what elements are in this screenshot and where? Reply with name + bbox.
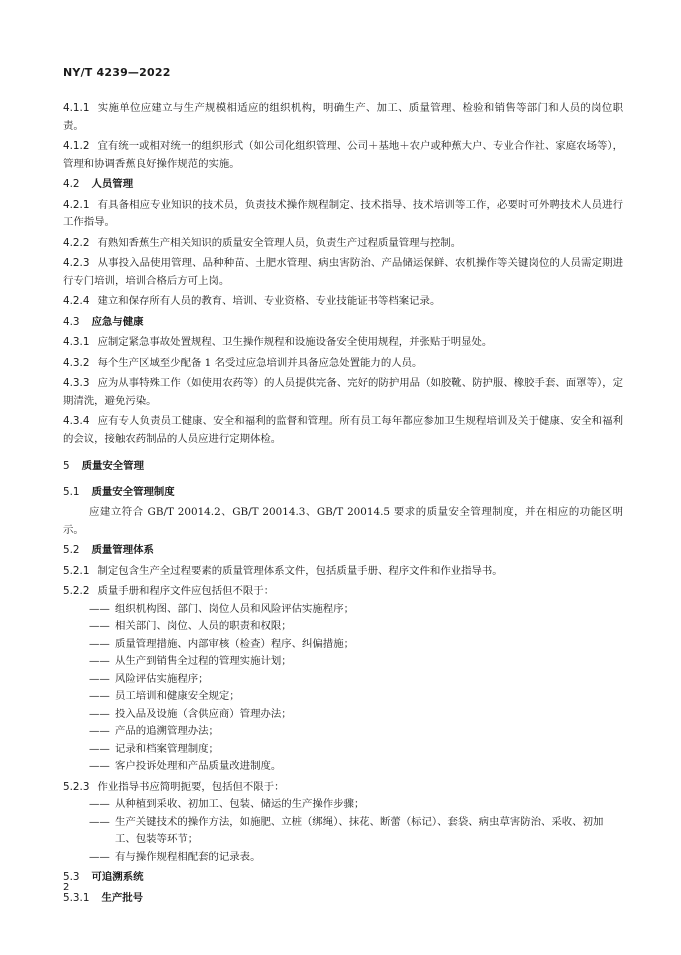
clause-number: 4.1.2: [63, 140, 90, 152]
clause-4-1-1: [63, 100, 623, 135]
heading-title: 质量安全管理制度: [91, 485, 175, 498]
list-item: —— 客户投诉处理和产品质量改进制度。: [63, 758, 623, 776]
heading-title: 质量安全管理: [81, 460, 144, 472]
clause-5-2-1: [63, 563, 623, 581]
clause-text: 实施单位应建立与生产规模相适应的组织机构，明确生产、加工、质量管理、检验和销售等部门和人员的岗位职责。: [63, 102, 623, 132]
heading-5-3-1: [63, 890, 623, 908]
clause-5-1-text: 应建立符合 GB/T 20014.2、GB/T 20014.3、GB/T 20014.5 要求的质量安全管理制度，并在相应的功能区明示。: [63, 506, 623, 536]
list-item: —— 投入品及设施（含供应商）管理办法；: [63, 706, 623, 724]
clause-4-2-4: [63, 293, 623, 311]
heading-4-3: [63, 314, 623, 332]
clause-4-1-2: [63, 138, 623, 173]
chapter-heading-5: [63, 458, 623, 476]
document-body: [63, 100, 623, 910]
clause-text: 每个生产区域至少配备 1 名受过应急培训并具备应急处置能力的人员。: [97, 356, 423, 369]
clause-text: 作业指导书应简明扼要，包括但不限于：: [97, 780, 285, 793]
heading-number: 5.3: [63, 871, 80, 883]
list-item: —— 生产关键技术的操作方法，如施肥、立桩（绑绳）、抹花、断蕾（标记）、套袋、病虫草害防治、采收、初加工、包装等环节；: [89, 815, 604, 845]
clause-number: 4.2.3: [63, 257, 90, 269]
list-item: —— 风险评估实施程序；: [63, 671, 623, 689]
heading-title: 应急与健康: [91, 315, 144, 328]
clause-number: 4.1.1: [63, 102, 90, 114]
clause-number: 4.3.2: [63, 356, 90, 369]
heading-number: 5.2: [63, 544, 80, 556]
heading-5-3: [63, 869, 623, 887]
heading-title: 人员管理: [91, 178, 134, 190]
heading-number: 5.3.1: [63, 891, 90, 904]
heading-number: 4.3: [63, 315, 80, 328]
clause-number: 4.3.3: [63, 377, 90, 389]
clause-text: 质量手册和程序文件应包括但不限于：: [97, 585, 275, 597]
page-number: 2: [63, 882, 70, 893]
dash-marker: ——: [89, 725, 110, 737]
list-item: —— 质量管理措施、内部审核（检查）程序、纠偏措施；: [63, 636, 623, 654]
dash-marker: ——: [89, 707, 110, 720]
list-item: —— 从生产到销售全过程的管理实施计划；: [63, 653, 623, 671]
heading-4-2: [63, 176, 623, 194]
heading-5-1: [63, 484, 623, 502]
dash-marker: ——: [89, 815, 110, 828]
clause-4-3-1: [63, 334, 623, 352]
clause-number: 4.3.4: [63, 415, 90, 427]
clause-text: 建立和保存所有人员的教育、培训、专业资格、专业技能证书等档案记录。: [97, 295, 441, 307]
clause-number: 5.2.2: [63, 585, 90, 597]
heading-title: 质量管理体系: [91, 544, 154, 556]
clause-number: 4.2.4: [63, 295, 90, 307]
list-item: —— 产品的追溯管理办法；: [63, 723, 623, 741]
dash-marker: ——: [89, 760, 110, 772]
clause-text: 宜有统一或相对统一的组织形式（如公司化组织管理、公司＋基地＋农户或种蕉大户、专业合作社、家庭农场等），管理和协调香蕉良好操作规范的实施。: [63, 140, 623, 170]
clause-text: 制定包含生产全过程要素的质量管理体系文件，包括质量手册、程序文件和作业指导书。: [97, 564, 503, 577]
clause-text: 从事投入品使用管理、品种种苗、土肥水管理、病虫害防治、产品储运保鲜、农机操作等关键岗位的人员需定期进行专门培训，培训合格后方可上岗。: [63, 257, 623, 287]
clause-4-3-3: [63, 375, 623, 410]
dash-marker: ——: [89, 690, 110, 702]
clause-4-2-2: [63, 235, 623, 253]
list-item: —— 有与操作规程相配套的记录表。: [63, 849, 623, 867]
clause-4-3-2: [63, 355, 623, 373]
work-instruction-list: [63, 796, 623, 866]
dash-marker: ——: [89, 602, 110, 615]
heading-title: 生产批号: [101, 891, 144, 904]
dash-marker: ——: [89, 798, 110, 810]
heading-5-2: [63, 542, 623, 560]
clause-4-2-3: [63, 255, 623, 290]
dash-marker: ——: [89, 850, 110, 863]
dash-marker: ——: [89, 620, 110, 632]
clause-5-2-2: [63, 583, 623, 601]
dash-marker: ——: [89, 742, 110, 755]
list-item: —— 记录和档案管理制度；: [63, 741, 623, 759]
clause-5-2-3: [63, 779, 623, 797]
heading-number: 4.2: [63, 178, 80, 190]
clause-number: 4.3.1: [63, 336, 90, 348]
list-item: —— 从种植到采收、初加工、包装、储运的生产操作步骤；: [63, 796, 623, 814]
clause-text: 有熟知香蕉生产相关知识的质量安全管理人员，负责生产过程质量管理与控制。: [97, 236, 462, 249]
clause-text: 有具备相应专业知识的技术员，负责技术操作规程制定、技术指导、技术培训等工作，必要时可外聘技术人员进行工作指导。: [63, 198, 623, 228]
standard-code-header: NY/T 4239—2022: [63, 66, 171, 79]
clause-number: 5.2.1: [63, 564, 90, 577]
heading-number: 5: [63, 460, 70, 472]
clause-number: 5.2.3: [63, 780, 90, 793]
list-item: —— 组织机构图、部门、岗位人员和风险评估实施程序；: [63, 601, 623, 619]
clause-number: 4.2.2: [63, 236, 90, 249]
clause-4-3-4: [63, 413, 623, 448]
clause-4-2-1: [63, 197, 623, 232]
dash-marker: ——: [89, 672, 110, 685]
manual-requirements-list: [63, 601, 623, 776]
list-item: —— 相关部门、岗位、人员的职责和权限；: [63, 618, 623, 636]
clause-text: 应有专人负责员工健康、安全和福利的监督和管理。所有员工每年都应参加卫生规程培训及关于健康、安全和福利的会议，接触农药制品的人员应进行定期体检。: [63, 415, 623, 445]
clause-text: 应制定紧急事故处置规程、卫生操作规程和设施设备安全使用规程，并张贴于明显处。: [97, 336, 493, 348]
dash-marker: ——: [89, 637, 110, 650]
heading-number: 5.1: [63, 485, 80, 498]
list-item: —— 员工培训和健康安全规定；: [63, 688, 623, 706]
clause-number: 4.2.1: [63, 198, 90, 211]
dash-marker: ——: [89, 655, 110, 667]
heading-title: 可追溯系统: [91, 871, 144, 883]
clause-text: 应为从事特殊工作（如使用农药等）的人员提供完备、完好的防护用品（如胶靴、防护服、橡胶手套、面罩等），定期清洗，避免污染。: [63, 377, 623, 407]
